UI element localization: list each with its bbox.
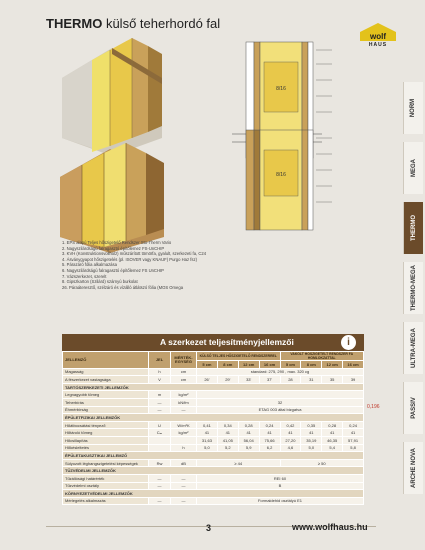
wall-cutaway-image-2 — [52, 135, 172, 253]
thickness-header: 12 cm — [322, 361, 343, 369]
row-label: Hőkésleltetés — [63, 444, 149, 452]
row-label: Mérlegelés alkalmazás — [63, 497, 149, 505]
row-label: Tűzvédelmi osztály — [63, 482, 149, 490]
thickness-header: 5 cm — [197, 361, 218, 369]
thickness-header: 16 cm — [259, 361, 280, 369]
row-label: Teherbírás — [63, 398, 149, 406]
section-row: TARTÓSZERKEZETI JELLEMZŐK — [63, 383, 364, 391]
tab-thermo-mega[interactable]: THERMO-MEGA — [403, 262, 423, 314]
logo-sub: HAUS — [368, 42, 388, 46]
legend-item: 2. Nagyszilárdságú falragasztó építőlemez FS-UnCHIP — [62, 245, 165, 251]
logo-word: wolf — [370, 32, 386, 41]
thickness-header: 16 cm — [343, 361, 364, 369]
thickness-header: 5 cm — [280, 361, 301, 369]
table-row: Tűzállósági határérték — — REI 60 — [63, 474, 364, 482]
table-row: Tűzvédelmi osztály — — B — [63, 482, 364, 490]
drawing-label-2: 8/16 — [276, 172, 286, 178]
section-drawing-2 — [212, 124, 342, 252]
table-row: Legnagyobb tömeg m kg/m² — [63, 391, 364, 399]
drawing-label-1: 8/16 — [276, 86, 286, 92]
tab-thermo[interactable]: THERMO — [403, 202, 423, 254]
row-label: Hőátbocsátási tényező — [63, 421, 149, 429]
performance-grid — [62, 351, 364, 505]
table-row: Hőtároló tömeg Cₘ kg/m² 41 41 41 41 41 41 41 41 — [63, 429, 364, 437]
table-row: Hőátbocsátási tényező U W/m²K 0,41 0,34 0,28 0,24 0,42 0,35 0,28 0,24 — [63, 421, 364, 429]
table-heading: A szerkezet teljesítményjellemzői — [160, 337, 294, 347]
section-row: TŰZVÉDELMI JELLEMZŐK — [63, 467, 364, 475]
legend-item: 8. Gipszkarton (Szilárd) szárnyú burkolat — [62, 279, 138, 285]
table-row: Teherbírás — kN/fm 32 — [63, 398, 364, 406]
table-header-row: JELLEMZŐ JEL MÉRTÉK-EGYSÉG KÜLSŐ TELJES HŐSZIGETELŐ RENDSZERREL VAKOLT HŐSZIGETELT RENDSZER FA HOMLOKZATTAL — [63, 352, 364, 361]
tab-ultra-mega[interactable]: ULTRA-MEGA — [403, 322, 423, 374]
row-label: Hőtároló tömeg — [63, 429, 149, 437]
tab-arche-nova[interactable]: ARCHE NOVA — [403, 442, 423, 494]
thickness-header: 8 cm — [217, 361, 238, 369]
table-row: Súlyozott léghangszigetelési képességek Rw dB ≥ 44 ≥ 50 — [63, 459, 364, 467]
legend-item: 7. Vázszerkezet, szerelt — [62, 273, 107, 279]
row-label: Éhmérbírság — [63, 406, 149, 414]
tab-passiv[interactable]: PASSIV — [403, 382, 423, 434]
website-url: www.wolfhaus.hu — [292, 522, 368, 532]
row-label: Legnagyobb tömeg — [63, 391, 149, 399]
section-row: ÉPÜLETAKUSZTIKAI JELLEMZŐ — [63, 452, 364, 460]
tab-mega[interactable]: MEGA — [403, 142, 423, 194]
section-row: ÉPÜLETFIZIKAI JELLEMZŐK — [63, 414, 364, 422]
table-row: Mérlegelés alkalmazás — — Formaldehid osztályú E1 — [63, 497, 364, 505]
legend-item: 26. Páraáteresztő, szélzáró és vízálló átlátszó fólia (MOS Omega — [62, 284, 184, 290]
legend-item: 3. KVH (Konstruktionsvollholz) műszárított tömörfa, gyalult, szerkezeti fa, C24 — [62, 251, 207, 257]
page-number: 3 — [206, 523, 212, 533]
wolfhaus-logo — [356, 22, 400, 46]
section-row: KÖRNYEZETVÉDELMI JELLEMZŐK — [63, 490, 364, 498]
row-label: Magasság — [63, 368, 149, 376]
legend-item: 5. Párazáró fólia alkalmazása — [62, 262, 117, 268]
table-row: Hőcsillapítás 31,63 41,05 56,04 75,66 27,20 35,19 46,35 57,91 — [63, 436, 364, 444]
info-icon: i — [341, 335, 356, 350]
legend-item: 1. EPS alapú Teljes hőszigetelő Rendszer Sto-Therm Vario — [62, 240, 172, 245]
row-label: A fészerkezet vastagsága — [63, 376, 149, 384]
page-title: THERMO külső teherhordó fal — [46, 16, 221, 31]
system-tabs — [403, 78, 425, 518]
table-row: Magasság h cm standard: 275, 290 , max. 320 cg — [63, 368, 364, 376]
thickness-header: 8 cm — [301, 361, 322, 369]
legend-item: 4. Ásványgyapot hőszigetelés (pl. ISOVER vagy KNAUF) Purgo Haz fsz) — [62, 256, 197, 262]
row-label: Tűzállósági határérték — [63, 474, 149, 482]
row-label: Súlyozott léghangszigetelési képességek — [63, 459, 149, 467]
table-row: Hőkésleltetés h 5,0 5,2 5,9 6,2 4,6 5,0 5,4 5,8 — [63, 444, 364, 452]
handwritten-annotation: 0,196 — [367, 404, 380, 410]
tab-norm[interactable]: NORM — [403, 82, 423, 134]
table-heading-bar — [62, 334, 364, 351]
performance-table — [62, 334, 364, 505]
thickness-header: 12 cm — [238, 361, 259, 369]
table-row: A fészerkezet vastagsága V cm 26' 29' 33' 37' 28 31 35 39 — [63, 376, 364, 384]
legend-item: 6. Nagyszilárdságú falragasztó építőlemez FS UnCHIP — [62, 267, 164, 273]
row-label: Hőcsillapítás — [63, 436, 149, 444]
table-row: Éhmérbírság — — ETAG 003 által bizgatva — [63, 406, 364, 414]
material-legend — [62, 240, 206, 290]
